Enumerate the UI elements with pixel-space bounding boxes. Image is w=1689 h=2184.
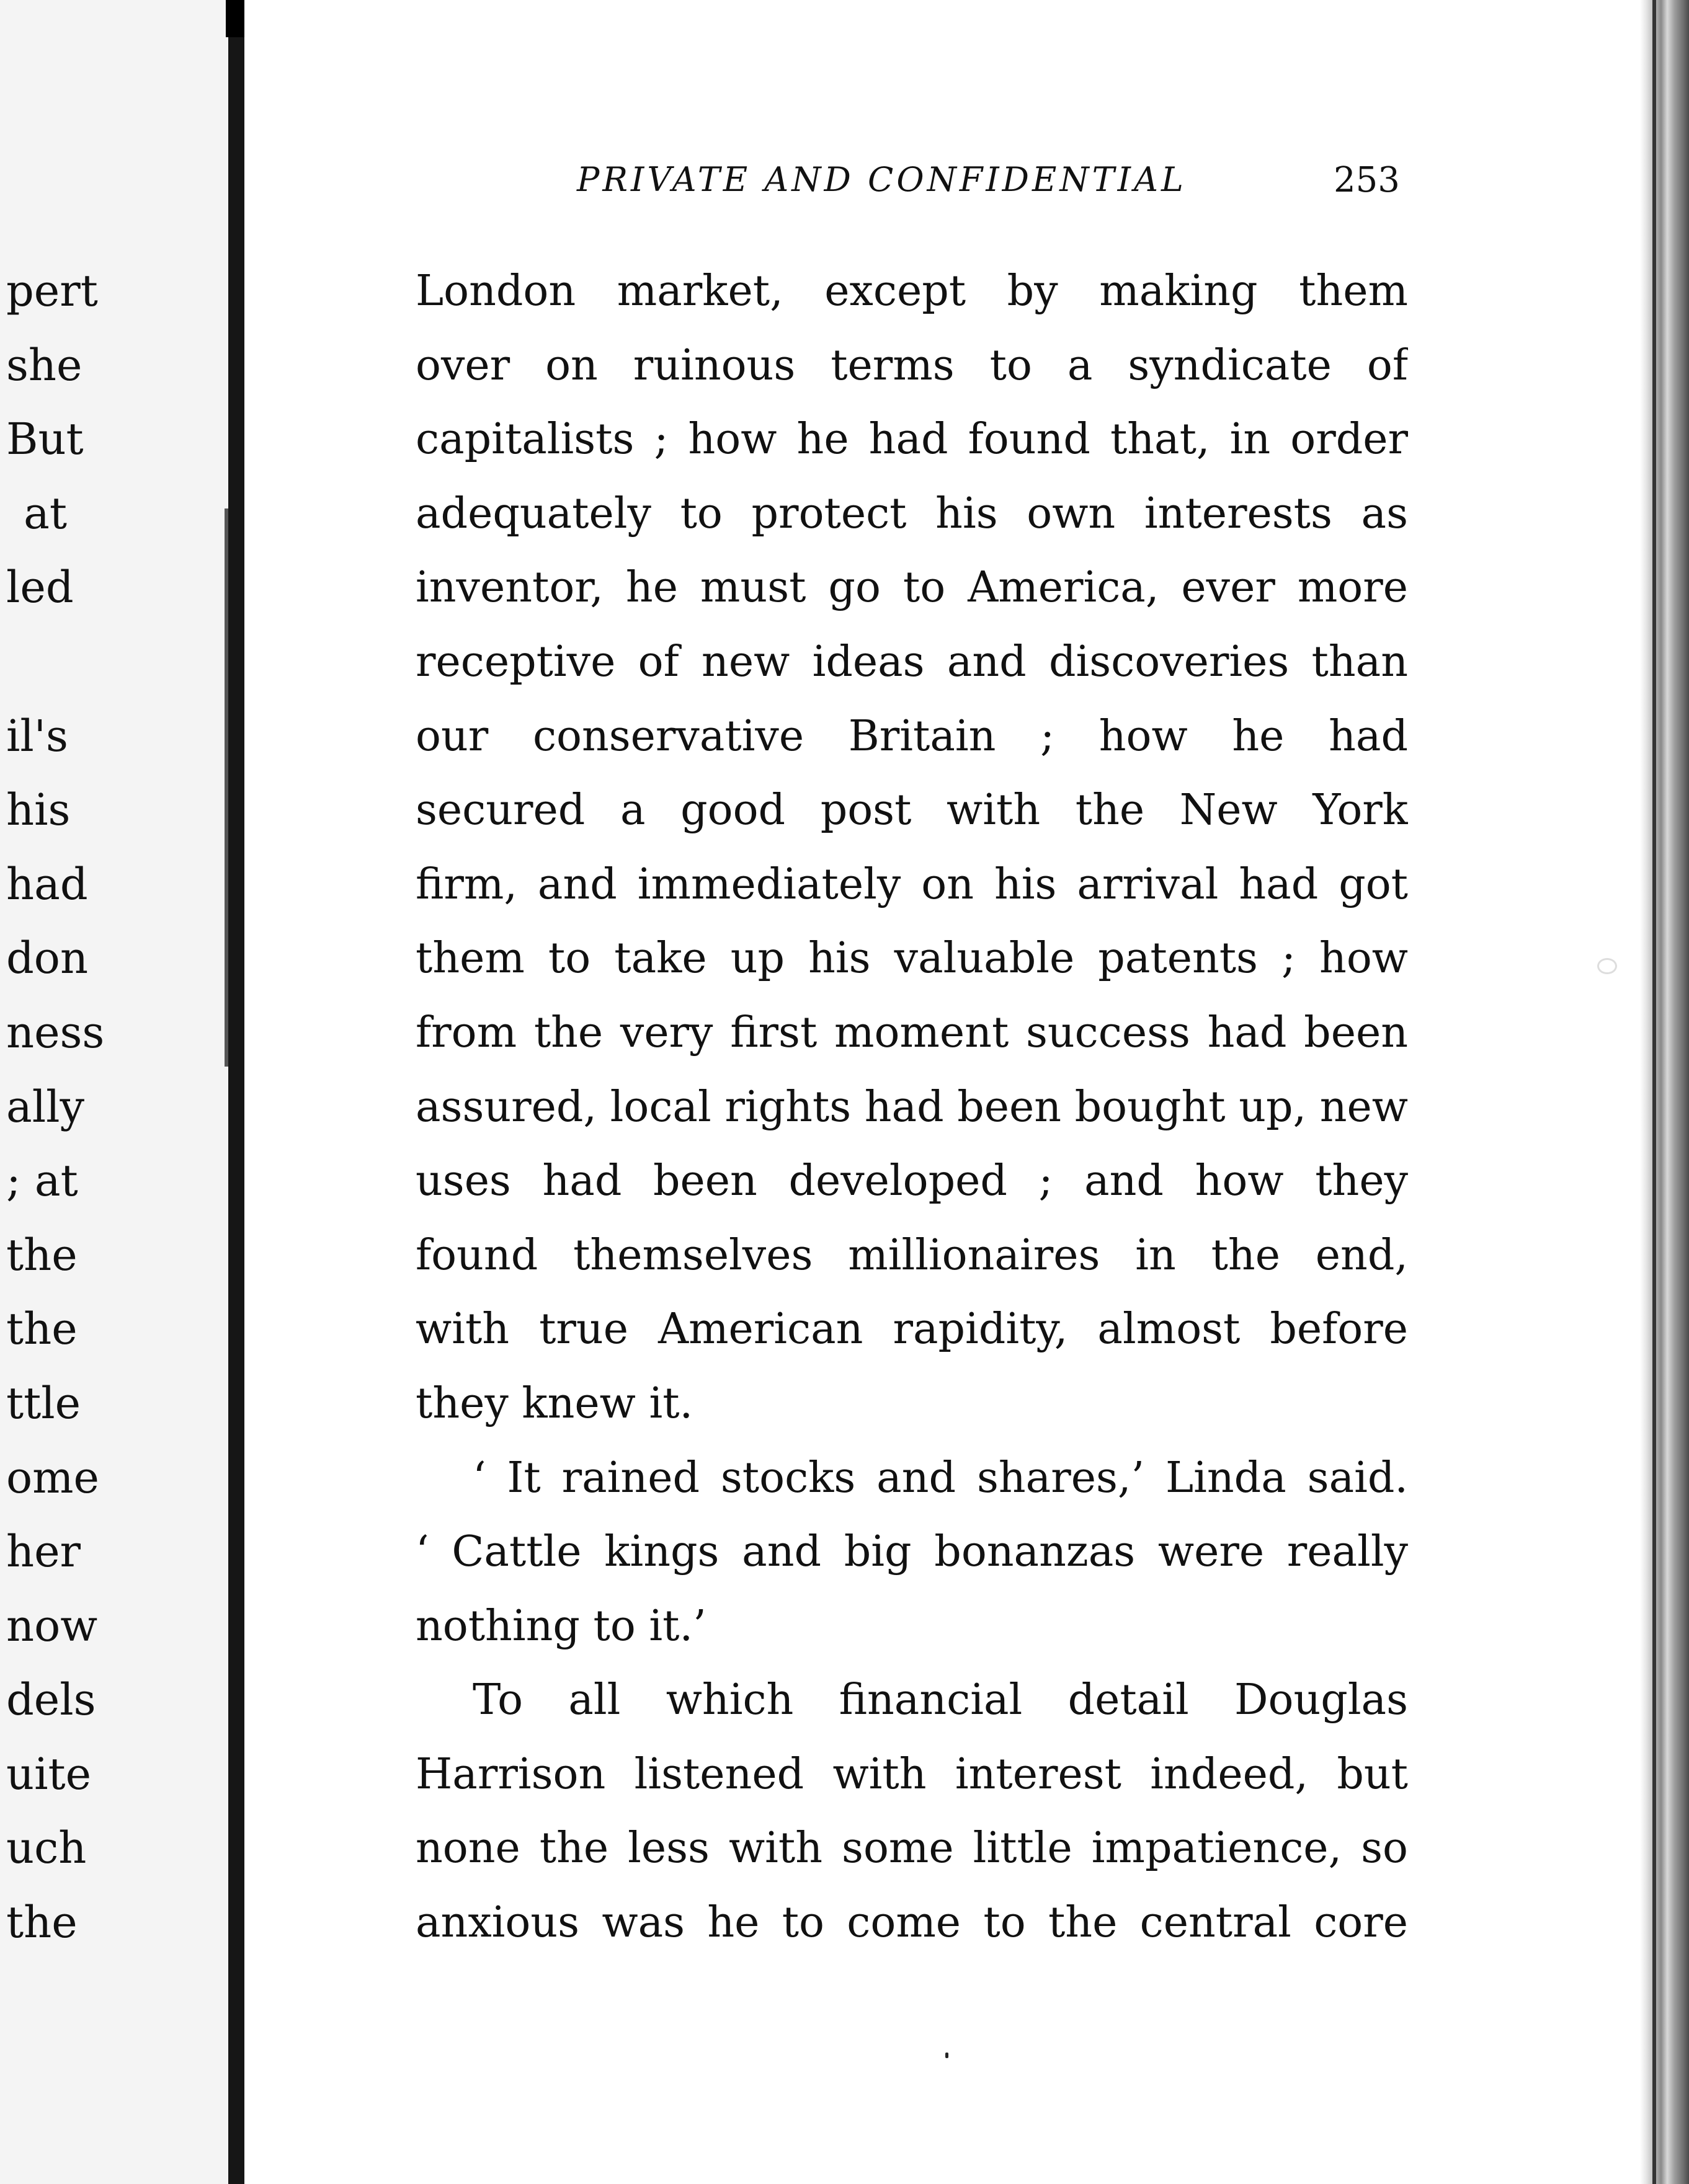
left-fragment: dels xyxy=(6,1674,96,1726)
text-line: they knew it. xyxy=(416,1378,693,1428)
text-line: ‘ Cattle kings and big bonanzas were really xyxy=(416,1527,1408,1577)
page-number: 253 xyxy=(1334,160,1400,200)
text-line: with true American rapidity, almost before xyxy=(416,1305,1408,1354)
left-fragment: the xyxy=(6,1229,78,1281)
text-line: them to take up his valuable patents ; how xyxy=(416,934,1408,983)
left-fragment: at xyxy=(24,487,67,539)
ink-speck xyxy=(945,2053,948,2058)
body-text xyxy=(416,254,1408,1960)
left-fragment xyxy=(6,625,230,699)
book-gutter xyxy=(228,0,244,2184)
text-line: anxious was he to come to the central core xyxy=(416,1898,1408,1948)
left-fragment: pert xyxy=(6,265,98,316)
left-fragment: uite xyxy=(6,1748,92,1800)
text-line: our conservative Britain ; how he had xyxy=(416,711,1408,761)
left-page xyxy=(0,0,230,2184)
page-edge-line xyxy=(1652,0,1656,2184)
text-line: capitalists ; how he had found that, in order xyxy=(416,415,1408,464)
left-fragment: il's xyxy=(6,710,68,761)
left-fragment: don xyxy=(6,933,89,984)
text-line: To all which financial detail Douglas xyxy=(473,1676,1408,1725)
left-fragment: ome xyxy=(6,1452,99,1503)
text-line: inventor, he must go to America, ever more xyxy=(416,563,1408,613)
left-fragment: ally xyxy=(6,1081,85,1132)
text-line: secured a good post with the New York xyxy=(416,786,1408,835)
left-fragment: the xyxy=(6,1897,78,1948)
text-line: Harrison listened with interest indeed, but xyxy=(416,1749,1408,1799)
page-edge-stack xyxy=(1640,0,1689,2184)
text-line: assured, local rights had been bought up, new xyxy=(416,1082,1408,1132)
left-fragment: ; at xyxy=(6,1155,78,1207)
text-line: none the less with some little impatience, so xyxy=(416,1824,1408,1873)
left-fragment: she xyxy=(6,339,82,391)
paper-blemish xyxy=(1597,958,1617,974)
text-line: ‘ It rained stocks and shares,’ Linda said. xyxy=(473,1453,1408,1503)
text-line: uses had been developed ; and how they xyxy=(416,1156,1408,1206)
running-header: PRIVATE AND CONFIDENTIAL xyxy=(577,160,1187,199)
text-line: London market, except by making them xyxy=(416,267,1408,316)
left-fragment: But xyxy=(6,414,84,465)
left-fragment: uch xyxy=(6,1822,87,1874)
left-fragment: ttle xyxy=(6,1377,81,1429)
left-fragment: ness xyxy=(6,1006,105,1058)
text-line: found themselves millionaires in the end, xyxy=(416,1230,1408,1280)
left-fragment: his xyxy=(6,784,71,836)
text-line: receptive of new ideas and discoveries than xyxy=(416,637,1408,686)
text-line: nothing to it.’ xyxy=(416,1601,706,1651)
left-fragment: led xyxy=(6,562,74,613)
left-fragment: had xyxy=(6,858,88,910)
left-fragment: her xyxy=(6,1526,81,1578)
text-line: over on ruinous terms to a syndicate of xyxy=(416,340,1408,390)
text-line: firm, and immediately on his arrival had got xyxy=(416,859,1408,909)
text-line: from the very first moment success had been xyxy=(416,1008,1408,1057)
text-line: adequately to protect his own interests as xyxy=(416,489,1408,538)
left-fragment: now xyxy=(6,1600,98,1651)
left-page-text xyxy=(6,254,230,1960)
left-fragment: the xyxy=(6,1303,78,1355)
